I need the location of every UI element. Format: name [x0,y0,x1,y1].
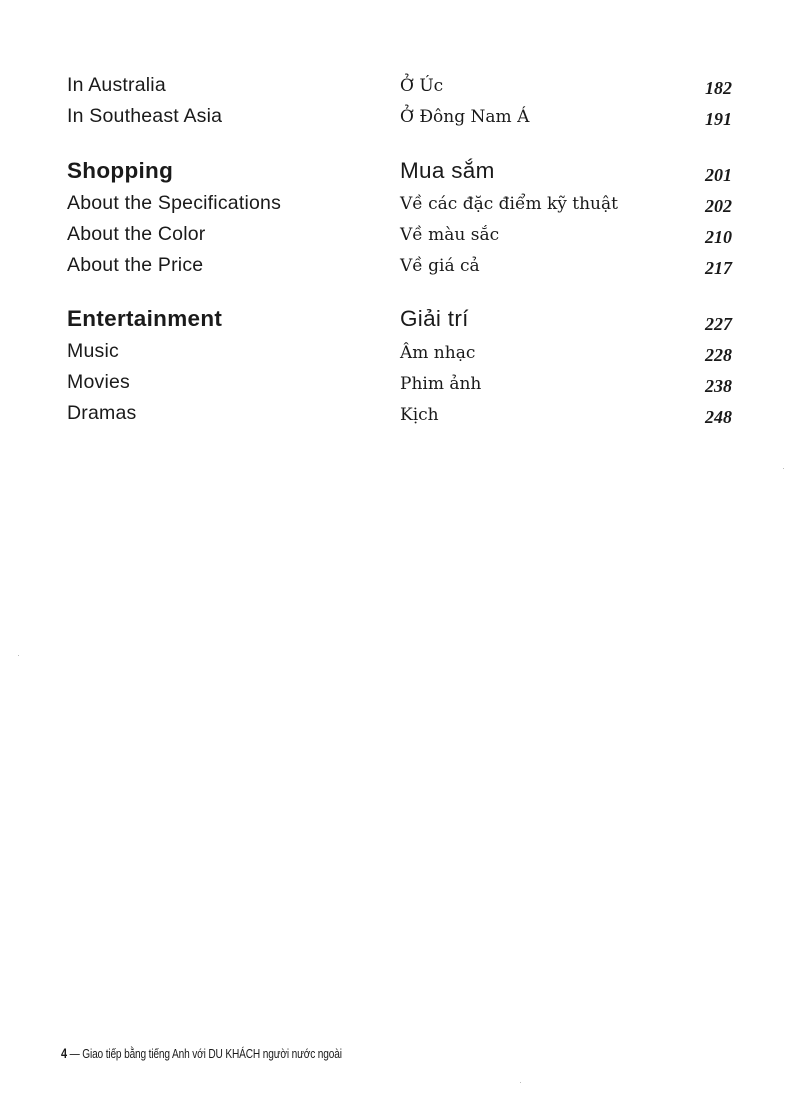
toc-page-number: 217 [705,258,732,278]
toc-row-about-the-specifications [0,192,800,222]
toc-entry-vietnamese: Âm nhạc [400,343,476,363]
toc-section-shopping [0,158,800,188]
toc-page-number: 182 [705,78,732,98]
scan-speck [18,655,19,656]
page-footer [61,1045,342,1061]
toc-page-number: 248 [705,407,732,427]
toc-page-number: 202 [705,196,732,216]
footer-page-number: 4 [61,1045,67,1061]
toc-row-about-the-price [0,254,800,284]
toc-row-music [0,340,800,370]
toc-section-title-vietnamese: Mua sắm [400,158,495,183]
toc-entry-vietnamese: Về giá cả [400,256,480,276]
scan-speck [783,468,784,469]
toc-entry-english: About the Price [67,254,204,276]
toc-row-movies [0,371,800,401]
toc-row-about-the-color [0,223,800,253]
toc-page-number: 191 [705,109,732,129]
toc-entry-english: Music [67,340,119,362]
toc-section-title-vietnamese: Giải trí [400,306,469,331]
toc-entry-english: Movies [67,371,130,393]
toc-section-title-english: Entertainment [67,306,223,331]
toc-entry-vietnamese: Ở Úc [400,76,444,96]
toc-entry-english: In Southeast Asia [67,105,223,127]
toc-entry-english: In Australia [67,74,166,96]
toc-page-number: 228 [705,345,732,365]
toc-page-number: 210 [705,227,732,247]
toc-entry-vietnamese: Kịch [400,405,439,425]
toc-entry-vietnamese: Về các đặc điểm kỹ thuật [400,194,618,214]
toc-page-number: 227 [705,314,732,334]
toc-row-dramas [0,402,800,432]
toc-entry-vietnamese: Về màu sắc [400,225,500,245]
toc-entry-vietnamese: Ở Đông Nam Á [400,107,530,127]
toc-page-number: 201 [705,165,732,185]
toc-entry-english: Dramas [67,402,137,424]
toc-entry-english: About the Color [67,223,206,245]
toc-row-in-australia [0,74,800,104]
toc-entry-english: About the Specifications [67,192,282,214]
toc-entry-vietnamese: Phim ảnh [400,374,482,394]
scan-speck [520,1082,521,1083]
toc-section-title-english: Shopping [67,158,174,183]
toc-page-number: 238 [705,376,732,396]
toc-row-in-southeast-asia [0,105,800,135]
toc-section-entertainment [0,306,800,336]
footer-book-title: — Giao tiếp bằng tiếng Anh với DU KHÁCH người nước ngoài [69,1046,342,1061]
